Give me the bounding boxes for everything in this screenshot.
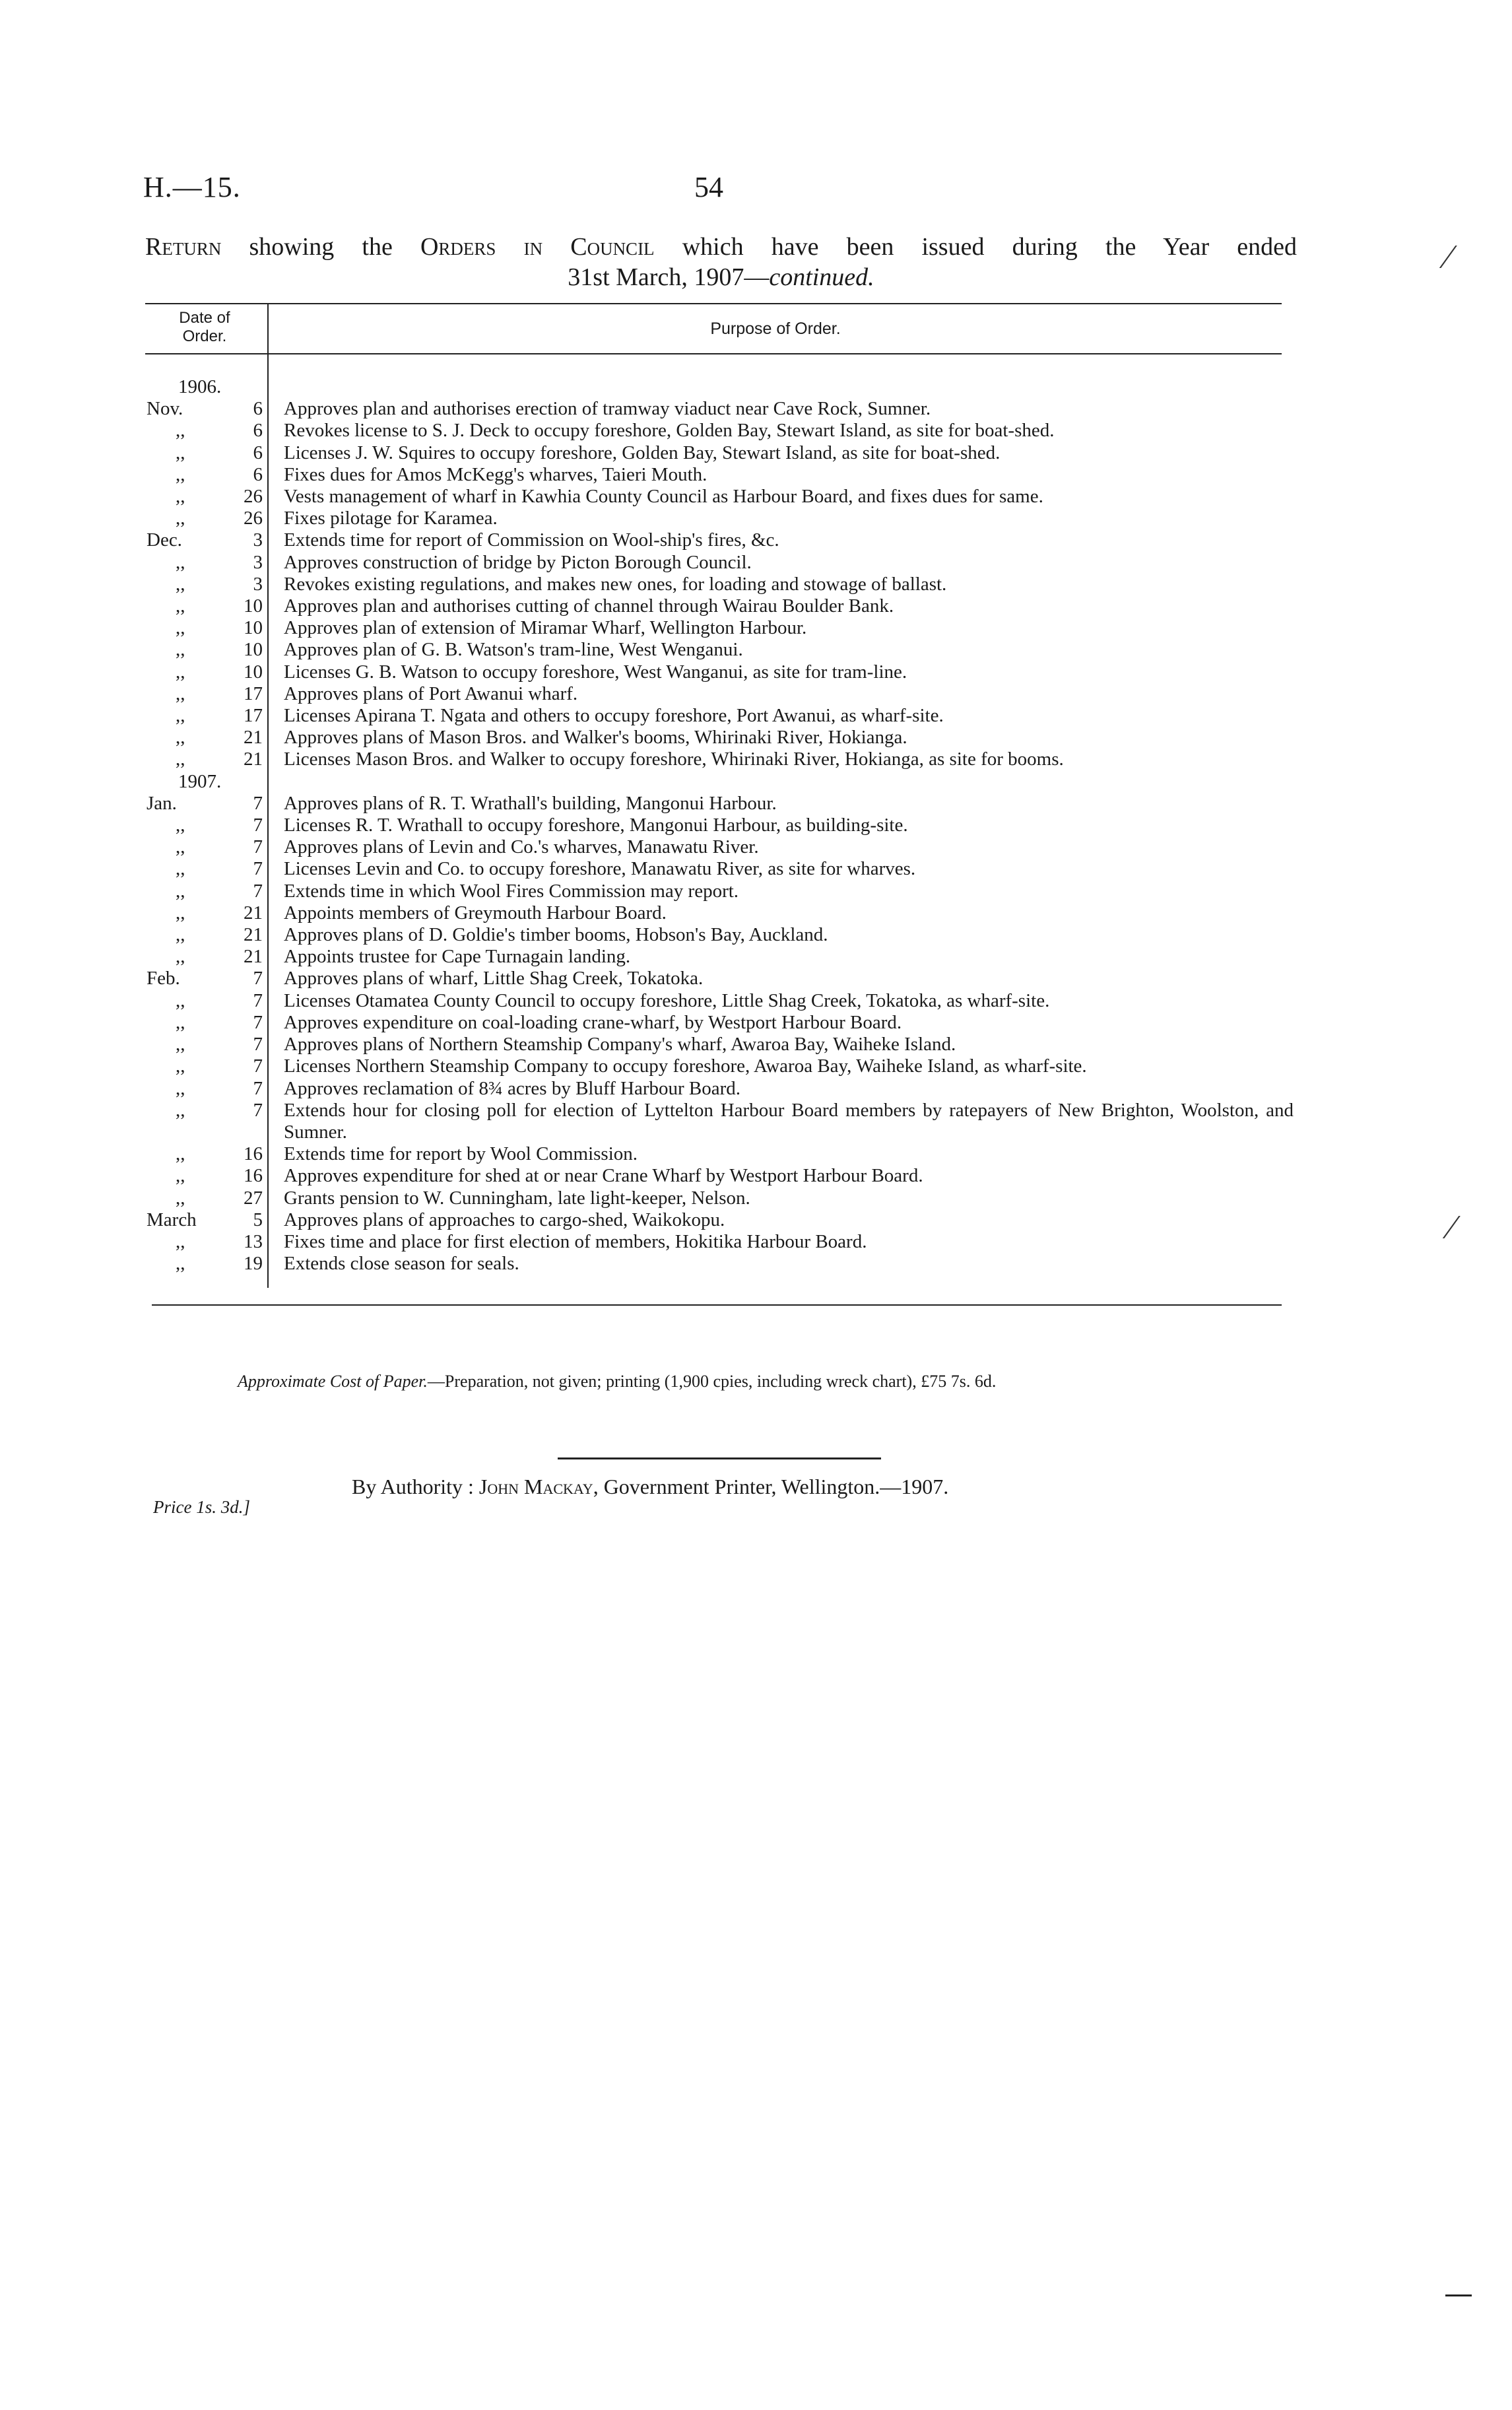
order-purpose: Grants pension to W. Cunningham, late light-keeper, Nelson. [284,1187,750,1209]
table-row [145,508,1294,529]
order-day: 13 [244,1230,263,1252]
order-day: 6 [253,398,263,420]
order-day: 3 [253,551,263,573]
table-row [145,946,1294,968]
order-date [145,683,271,705]
table-body [145,376,1294,1275]
order-purpose: Approves plans of approaches to cargo-shed, Waikokopu. [284,1209,725,1230]
order-month: Feb. [147,968,180,989]
order-date [145,924,271,946]
margin-mark-middle: ⁄ [1449,1209,1455,1246]
authority-suffix: , Government Printer, Wellington.—1907. [593,1475,949,1498]
order-month: ,, [176,1034,185,1055]
order-date [145,1012,271,1034]
order-purpose: Extends close season for seals. [284,1253,519,1275]
order-purpose: Appoints members of Greymouth Harbour Board. [284,902,667,923]
order-purpose: Extends time for report by Wool Commission. [284,1143,638,1165]
table-row [145,420,1294,442]
order-month: ,, [176,815,185,836]
order-month: ,, [176,1011,185,1033]
report-code: H.—15. [143,171,241,203]
order-day: 21 [244,924,263,946]
order-date [145,858,271,880]
order-purpose: Approves plans of D. Goldie's timber booms, Hobson's Bay, Auckland. [284,924,828,946]
order-date [145,946,271,968]
table-row [145,705,1294,727]
order-purpose: Approves plans of Mason Bros. and Walker's booms, Whirinaki River, Hokianga. [284,727,907,749]
year-label: 1907. [178,770,222,792]
order-purpose: Approves plan and authorises cutting of channel through Wairau Boulder Bank. [284,595,894,617]
order-day: 7 [253,880,263,902]
margin-mark-top: ⁄ [1445,238,1451,276]
order-day: 21 [244,749,263,770]
order-date [145,1231,271,1253]
order-month: ,, [176,617,185,639]
year-row [145,376,1294,398]
table-row [145,1078,1294,1100]
order-month: ,, [176,442,185,463]
order-purpose: Fixes dues for Amos McKegg's wharves, Taieri Mouth. [284,463,707,485]
table-row [145,1034,1294,1055]
table-row [145,1055,1294,1077]
table-row [145,442,1294,464]
table-row [145,793,1294,815]
order-day: 7 [253,1011,263,1033]
order-month: ,, [176,924,185,946]
table-row [145,902,1294,924]
table-row [145,595,1294,617]
table-row [145,968,1294,989]
order-date [145,1100,271,1143]
price: Price 1s. 3d.] [153,1497,250,1517]
margin-mark-bottom [1445,2294,1472,2296]
order-purpose: Licenses Otamatea County Council to occupy foreshore, Little Shag Creek, Tokatoka, as wharf-site. [284,989,1050,1011]
order-month: ,, [176,1077,185,1099]
order-date [145,1143,271,1165]
order-month: ,, [176,508,185,529]
order-month: ,, [176,463,185,485]
order-month: ,, [176,880,185,902]
order-date [145,1055,271,1077]
order-purpose: Approves plans of wharf, Little Shag Creek, Tokatoka. [284,968,704,989]
order-purpose: Approves plan of extension of Miramar Wharf, Wellington Harbour. [284,617,807,639]
order-date [145,639,271,661]
table-row [145,881,1294,902]
column-header-purpose: Purpose of Order. [710,319,841,338]
order-day: 7 [253,1077,263,1099]
order-month: ,, [176,1143,185,1165]
order-purpose: Licenses G. B. Watson to occupy foreshore, West Wanganui, as site for tram-line. [284,661,907,683]
table-row [145,924,1294,946]
order-month: ,, [176,1230,185,1252]
table-row [145,1231,1294,1253]
table-row [145,1012,1294,1034]
table-row [145,486,1294,508]
order-date [145,398,271,420]
order-month: ,, [176,486,185,508]
order-purpose: Extends time in which Wool Fires Commission may report. [284,880,739,902]
order-purpose: Vests management of wharf in Kawhia County Council as Harbour Board, and fixes dues for same. [284,486,1043,508]
order-month: ,, [176,639,185,661]
title-continued: continued. [769,263,874,291]
order-month: ,, [176,858,185,880]
title-word-return: Return [145,233,222,261]
order-purpose: Approves plans of R. T. Wrathall's building, Mangonui Harbour. [284,792,777,814]
order-purpose: Extends hour for closing poll for election of Lyttelton Harbour Board members by ratepayers of New Brighton, Woolston, and Sumner. [284,1099,1294,1143]
order-date [145,1253,271,1275]
order-day: 21 [244,946,263,968]
order-month: ,, [176,1055,185,1077]
order-month: Jan. [147,792,177,814]
table-row [145,749,1294,770]
table-row [145,1143,1294,1165]
order-date [145,1209,271,1231]
order-month: ,, [176,683,185,704]
table-row [145,683,1294,705]
authority-rule [558,1457,881,1459]
order-month: March [147,1209,197,1230]
table-row [145,1100,1294,1143]
order-day: 3 [253,529,263,551]
order-day: 5 [253,1209,263,1230]
order-date [145,815,271,836]
printer-name: John Mackay [478,1475,593,1498]
title-word-showing: showing the [249,233,393,261]
year-row [145,771,1294,793]
order-date [145,595,271,617]
order-day: 3 [253,573,263,595]
table-top-rule [145,303,1282,304]
page-number: 54 [694,171,723,203]
order-date [145,442,271,464]
table-row [145,858,1294,880]
column-header-date-line1: Date of [179,309,230,327]
table-row [145,661,1294,683]
order-purpose: Approves plan of G. B. Watson's tram-line, West Wenganui. [284,639,743,661]
table-row [145,464,1294,486]
cost-label: Approximate Cost of Paper. [238,1372,428,1391]
order-month: ,, [176,836,185,858]
order-day: 6 [253,442,263,463]
order-date [145,508,271,529]
column-header-date [145,309,264,346]
order-month: ,, [176,946,185,968]
table-row [145,617,1294,639]
column-header-date-line2: Order. [182,327,227,345]
order-date [145,727,271,749]
table-row [145,1188,1294,1209]
order-date [145,881,271,902]
order-month: Dec. [147,529,182,551]
order-purpose: Approves expenditure on coal-loading crane-wharf, by Westport Harbour Board. [284,1011,902,1033]
order-purpose: Extends time for report of Commission on Wool-ship's fires, &c. [284,529,779,551]
order-purpose: Licenses Northern Steamship Company to occupy foreshore, Awaroa Bay, Waiheke Island, as wharf-site. [284,1055,1087,1077]
order-purpose: Approves construction of bridge by Picton Borough Council. [284,551,752,573]
order-date [145,552,271,574]
order-purpose: Approves reclamation of 8¾ acres by Bluff Harbour Board. [284,1077,741,1099]
order-date [145,1034,271,1055]
order-month: ,, [176,661,185,683]
cost-note [238,1372,996,1391]
table-row [145,727,1294,749]
order-day: 27 [244,1187,263,1209]
authority-prefix: By Authority : [352,1475,479,1498]
order-month: ,, [176,705,185,727]
table-bottom-rule [152,1304,1282,1306]
table-row [145,639,1294,661]
cost-text: —Preparation, not given; printing (1,900 cpies, including wreck chart), £75 7s. 6d. [427,1372,997,1391]
order-day: 7 [253,989,263,1011]
order-month: ,, [176,420,185,442]
order-day: 7 [253,1099,263,1121]
order-day: 19 [244,1253,263,1275]
order-month: ,, [176,1099,185,1121]
table-row [145,552,1294,574]
order-day: 26 [244,486,263,508]
order-day: 7 [253,815,263,836]
table-header-rule [145,353,1282,354]
table-row [145,1165,1294,1187]
order-day: 26 [244,508,263,529]
order-day: 17 [244,705,263,727]
order-day: 7 [253,968,263,989]
order-purpose: Licenses Apirana T. Ngata and others to occupy foreshore, Port Awanui, as wharf-site. [284,705,944,727]
order-date [145,793,271,815]
order-month: ,, [176,902,185,923]
order-date [145,705,271,727]
order-day: 16 [244,1143,263,1165]
authority-line [352,1475,948,1499]
order-purpose: Appoints trustee for Cape Turnagain landing. [284,946,631,968]
order-month: ,, [176,1187,185,1209]
table-row [145,574,1294,595]
order-purpose: Licenses Levin and Co. to occupy foreshore, Manawatu River, as site for wharves. [284,858,916,880]
order-purpose: Approves plans of Northern Steamship Company's wharf, Awaroa Bay, Waiheke Island. [284,1034,956,1055]
order-date [145,990,271,1012]
table-row [145,1209,1294,1231]
order-month: ,, [176,749,185,770]
order-purpose: Fixes pilotage for Karamea. [284,508,498,529]
order-date [145,1078,271,1100]
order-day: 6 [253,420,263,442]
order-month: Nov. [147,398,183,420]
order-date [145,902,271,924]
table-row [145,990,1294,1012]
order-month: ,, [176,595,185,617]
order-day: 10 [244,661,263,683]
order-date [145,749,271,770]
order-date [145,661,271,683]
order-day: 7 [253,1034,263,1055]
table-row [145,529,1294,551]
order-purpose: Approves plans of Port Awanui wharf. [284,683,578,704]
order-day: 7 [253,792,263,814]
order-purpose: Approves plan and authorises erection of tramway viaduct near Cave Rock, Sumner. [284,398,931,420]
order-day: 17 [244,683,263,704]
order-date [145,617,271,639]
title-word-orders: Orders in Council [420,233,655,261]
order-date [145,486,271,508]
order-date [145,1188,271,1209]
order-date [145,836,271,858]
order-date [145,574,271,595]
title-word-rest: which have been issued during the Year ended [682,233,1297,261]
order-purpose: Approves plans of Levin and Co.'s wharves, Manawatu River. [284,836,759,858]
order-month: ,, [176,1165,185,1187]
order-day: 7 [253,836,263,858]
order-date [145,529,271,551]
order-day: 21 [244,902,263,923]
order-purpose: Licenses J. W. Squires to occupy foreshore, Golden Bay, Stewart Island, as site for boat-shed. [284,442,1001,463]
table-row [145,815,1294,836]
table-row [145,1253,1294,1275]
order-day: 21 [244,727,263,749]
title-date: 31st March, 1907— [568,263,770,291]
order-day: 10 [244,595,263,617]
table-row [145,836,1294,858]
order-month: ,, [176,727,185,749]
order-month: ,, [176,551,185,573]
order-day: 7 [253,858,263,880]
order-purpose: Revokes existing regulations, and makes new ones, for loading and stowage of ballast. [284,573,947,595]
order-month: ,, [176,989,185,1011]
table-row [145,398,1294,420]
title-line-2 [145,263,1297,292]
order-day: 16 [244,1165,263,1187]
order-day: 10 [244,617,263,639]
order-date [145,464,271,486]
order-month: ,, [176,1253,185,1275]
title-line-1 [145,232,1297,261]
order-day: 6 [253,463,263,485]
order-purpose: Licenses Mason Bros. and Walker to occupy foreshore, Whirinaki River, Hokianga, as site for booms. [284,749,1064,770]
order-purpose: Approves expenditure for shed at or near Crane Wharf by Westport Harbour Board. [284,1165,923,1187]
order-day: 7 [253,1055,263,1077]
order-day: 10 [244,639,263,661]
order-date [145,968,271,989]
order-purpose: Fixes time and place for first election of members, Hokitika Harbour Board. [284,1230,867,1252]
order-month: ,, [176,573,185,595]
order-purpose: Revokes license to S. J. Deck to occupy foreshore, Golden Bay, Stewart Island, as site for boat-shed. [284,420,1055,442]
order-purpose: Licenses R. T. Wrathall to occupy foreshore, Mangonui Harbour, as building-site. [284,815,908,836]
year-label: 1906. [178,376,222,397]
order-date [145,1165,271,1187]
order-date [145,420,271,442]
